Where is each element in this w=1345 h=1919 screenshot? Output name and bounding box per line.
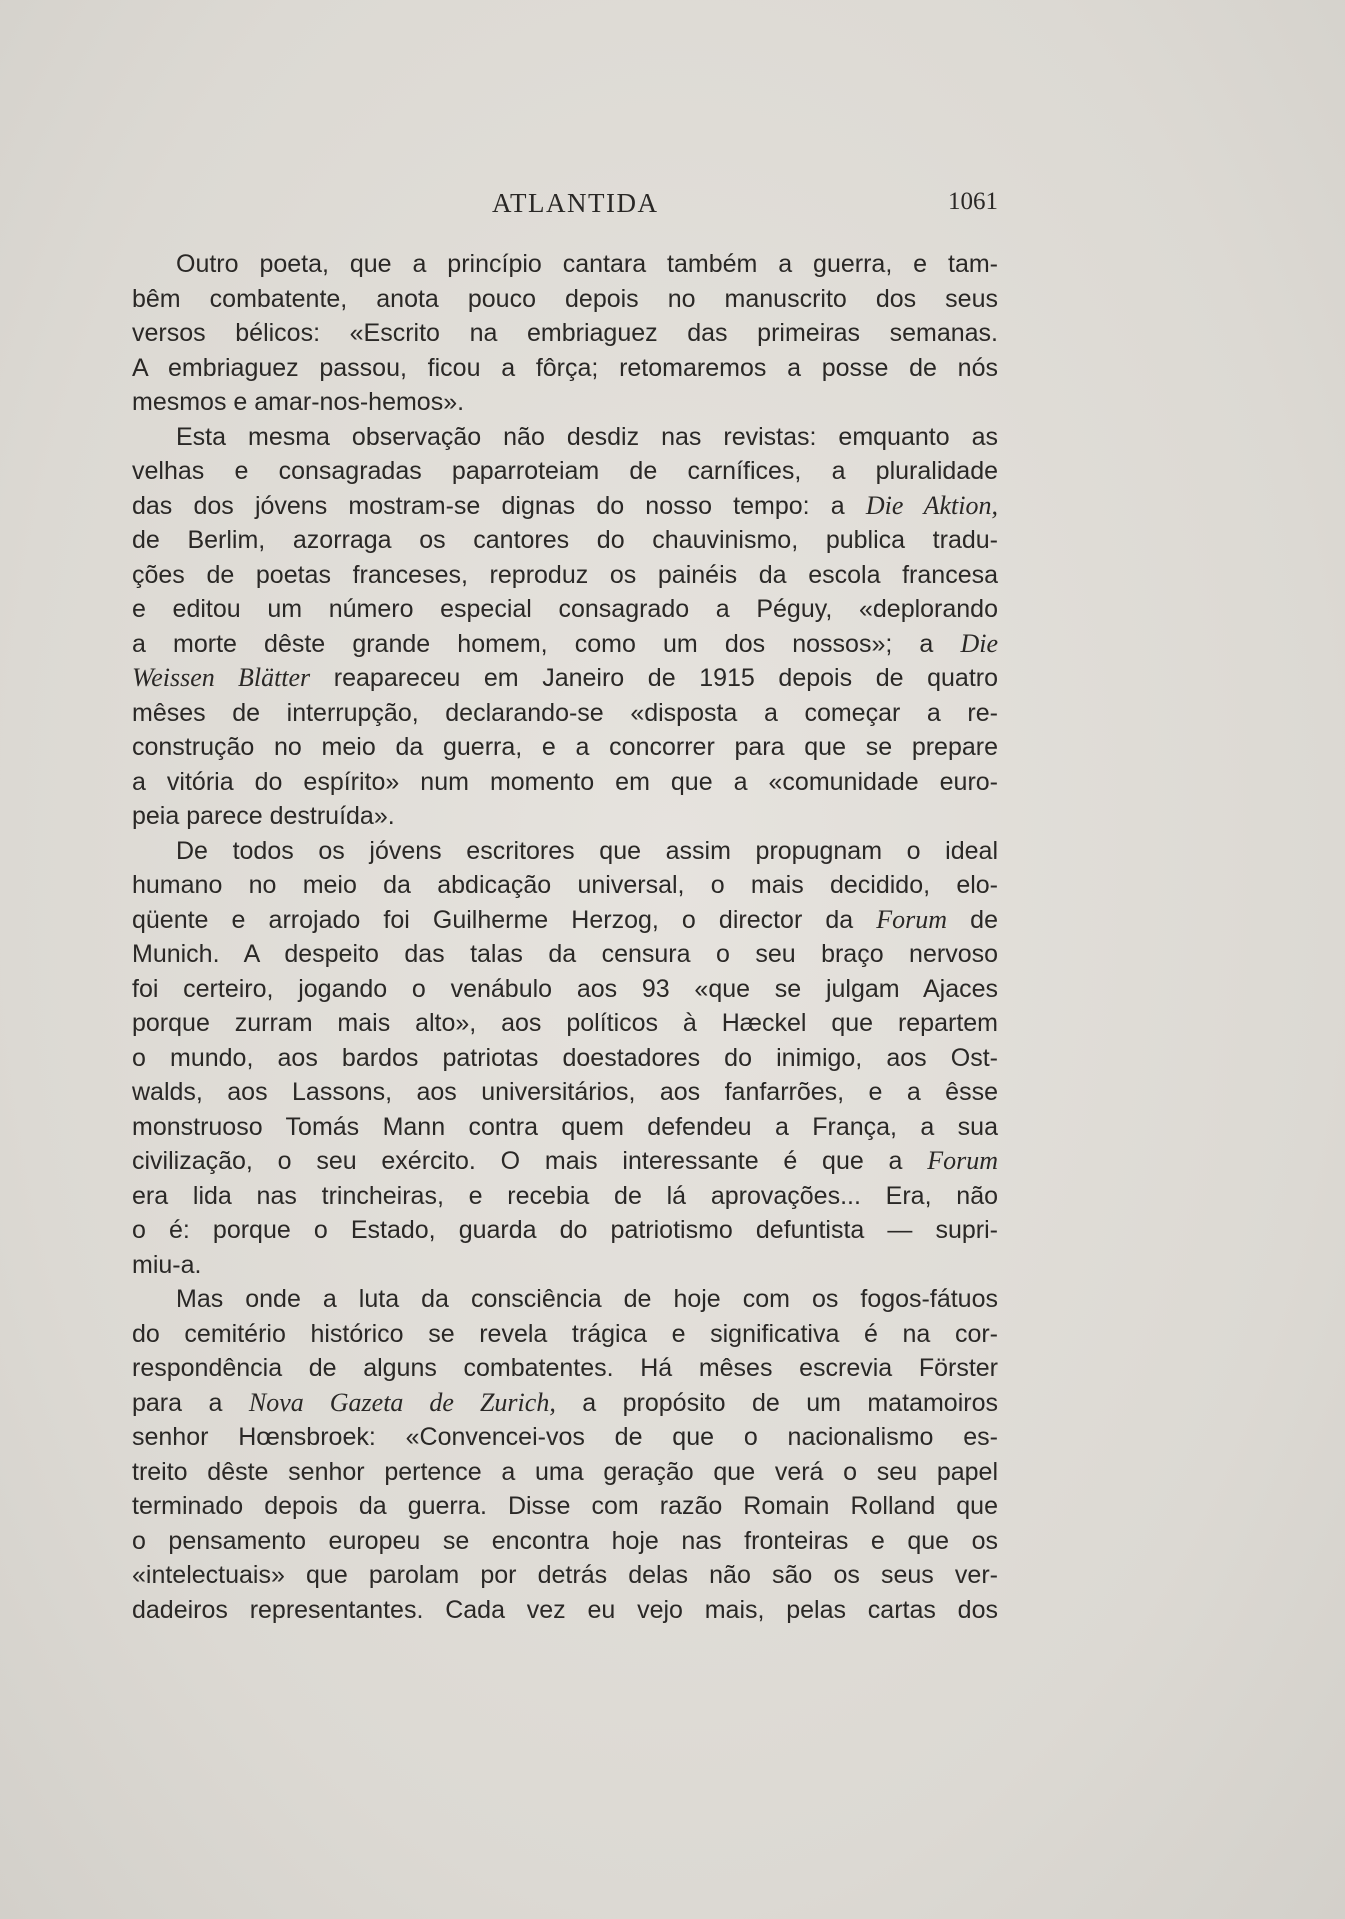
text-line: walds, aos Lassons, aos universitários, aos fanfarrões, e a êsse	[132, 1078, 998, 1106]
text-line: peia parece destruída».	[132, 802, 395, 830]
text-line: Munich. A despeito das talas da censura o seu braço nervoso	[132, 940, 998, 968]
text-line: senhor Hœnsbroek: «Convencei-vos de que o nacionalismo es-	[132, 1423, 998, 1451]
text-line: mesmos e amar-nos-hemos».	[132, 388, 465, 416]
paragraph	[132, 247, 998, 420]
text-line: porque zurram mais alto», aos políticos à Hæckel que repartem	[132, 1009, 998, 1037]
text-line: o mundo, aos bardos patriotas doestadores do inimigo, aos Ost-	[132, 1043, 998, 1072]
text-line: para a Nova Gazeta de Zurich, a propósito de um matamoiros	[132, 1387, 998, 1417]
text-line: do cemitério histórico se revela trágica e significativa é na cor-	[132, 1319, 998, 1348]
text-line: humano no meio da abdicação universal, o mais decidido, elo-	[132, 871, 998, 899]
text-line: a morte dêste grande homem, como um dos nossos»; a Die	[132, 628, 998, 658]
text-line: bêm combatente, anota pouco depois no manuscrito dos seus	[132, 284, 998, 313]
text-line: dadeiros representantes. Cada vez eu vejo mais, pelas cartas dos	[132, 1595, 998, 1624]
text-line: qüente e arrojado foi Guilherme Herzog, o director da Forum de	[132, 904, 998, 934]
text-line: De todos os jóvens escritores que assim propugnam o ideal	[176, 836, 998, 865]
text-line: era lida nas trincheiras, e recebia de lá aprovações... Era, não	[132, 1181, 998, 1210]
text-line: Outro poeta, que a princípio cantara também a guerra, e tam-	[176, 250, 998, 278]
text-line: o pensamento europeu se encontra hoje nas fronteiras e que os	[132, 1526, 998, 1555]
paragraph	[132, 1282, 998, 1627]
page-number: 1061	[948, 188, 998, 215]
paragraph	[132, 420, 998, 834]
text-line: respondência de alguns combatentes. Há mêses escrevia Förster	[132, 1354, 998, 1382]
text-line: civilização, o seu exército. O mais interessante é que a Forum	[132, 1146, 998, 1175]
body-text	[132, 247, 998, 1627]
text-line: Weissen Blätter reapareceu em Janeiro de 1915 depois de quatro	[132, 663, 998, 692]
text-line: «intelectuais» que parolam por detrás delas não são os seus ver-	[132, 1561, 998, 1589]
paragraph	[132, 834, 998, 1283]
text-line: terminado depois da guerra. Disse com razão Romain Rolland que	[132, 1492, 998, 1520]
text-line: a vitória do espírito» num momento em que a «comunidade euro-	[132, 767, 998, 796]
running-head: ATLANTIDA	[492, 188, 659, 218]
text-line: versos bélicos: «Escrito na embriaguez das primeiras semanas.	[132, 319, 998, 347]
page-header	[132, 188, 998, 228]
text-line: Mas onde a luta da consciência de hoje com os fogos-fátuos	[176, 1285, 998, 1313]
text-line: ções de poetas franceses, reproduz os painéis da escola francesa	[132, 560, 998, 589]
text-line: monstruoso Tomás Mann contra quem defendeu a França, a sua	[132, 1112, 998, 1141]
text-line: mêses de interrupção, declarando-se «disposta a começar a re-	[132, 698, 998, 727]
text-line: das dos jóvens mostram-se dignas do nosso tempo: a Die Aktion,	[132, 490, 998, 520]
text-line: o é: porque o Estado, guarda do patriotismo defuntista — supri-	[132, 1216, 998, 1244]
text-line: e editou um número especial consagrado a Péguy, «deplorando	[132, 595, 998, 623]
text-line: velhas e consagradas paparroteiam de carnífices, a pluralidade	[132, 457, 998, 485]
text-line: construção no meio da guerra, e a concorrer para que se prepare	[132, 733, 998, 761]
text-line: Esta mesma observação não desdiz nas revistas: emquanto as	[176, 422, 998, 451]
text-line: miu-a.	[132, 1250, 202, 1279]
text-line: foi certeiro, jogando o venábulo aos 93 «que se julgam Ajaces	[132, 974, 998, 1003]
text-line: treito dêste senhor pertence a uma geração que verá o seu papel	[132, 1457, 998, 1486]
text-line: A embriaguez passou, ficou a fôrça; retomaremos a posse de nós	[132, 353, 998, 382]
text-line: de Berlim, azorraga os cantores do chauvinismo, publica tradu-	[132, 526, 998, 554]
